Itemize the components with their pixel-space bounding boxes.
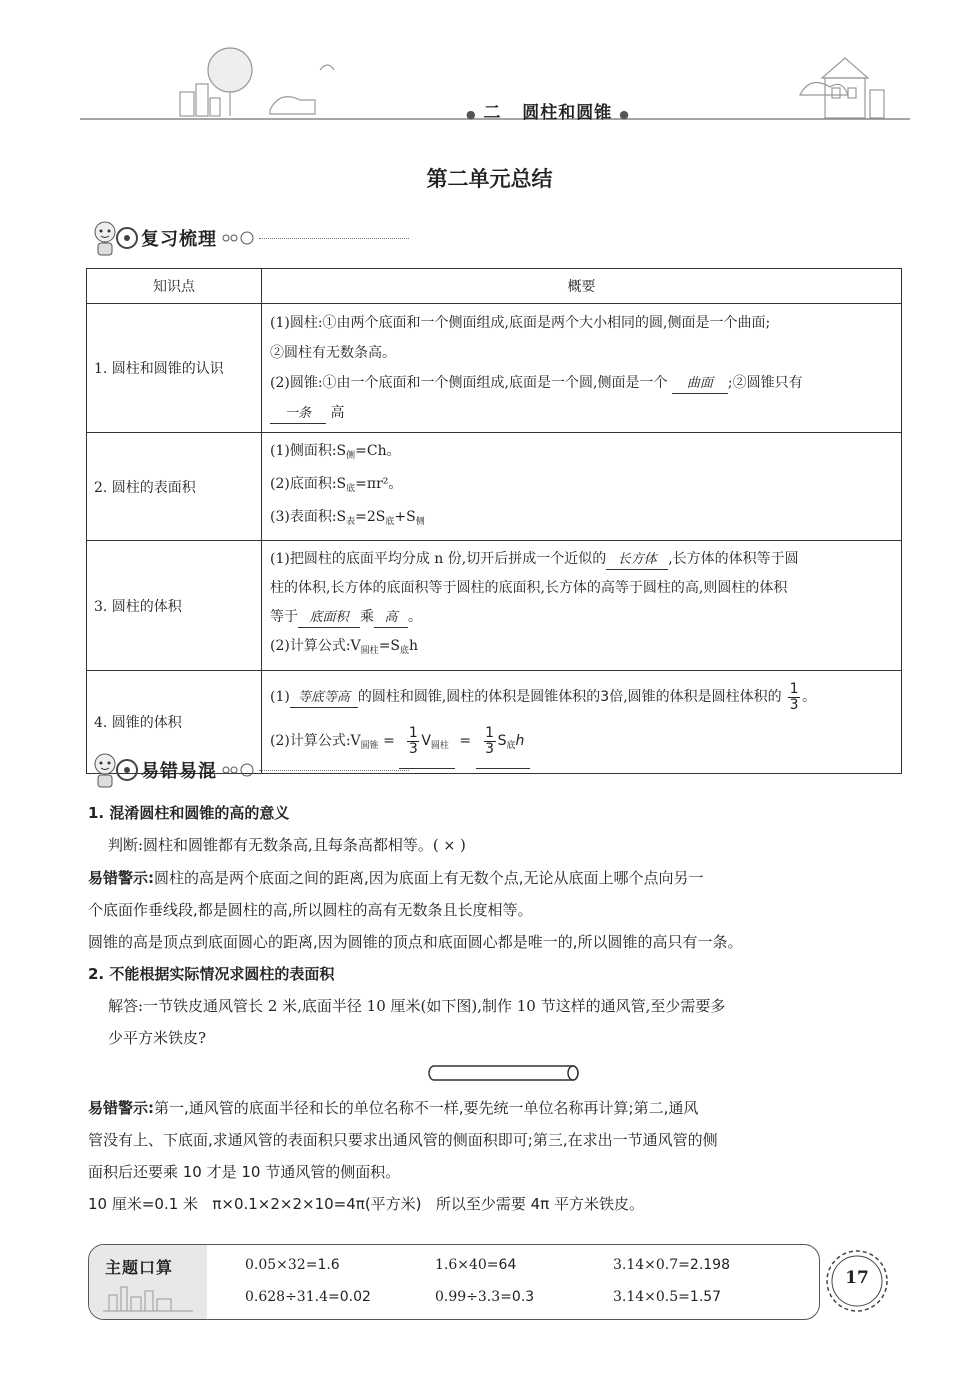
handwritten-text: 面积后还要乘 10 才是 10 节通风管的侧面积。 — [88, 1163, 401, 1181]
mistakes-body — [88, 797, 904, 1054]
fraction — [484, 726, 496, 757]
city-skyline-icon — [103, 1283, 193, 1313]
answer-blank: 长方体 — [606, 551, 668, 570]
handwritten-answer: h — [515, 733, 525, 749]
section-title: 易错易混 — [141, 761, 217, 782]
chapter-title: 圆柱和圆锥 — [522, 103, 613, 123]
subscript: 表 — [346, 517, 356, 527]
text: =2S — [355, 509, 386, 525]
text: ,长方体的体积等于圆 — [668, 551, 799, 567]
summary-table — [86, 268, 902, 774]
subscript: 底 — [385, 517, 395, 527]
warning-label: 易错警示: — [88, 1099, 154, 1117]
oral-label: 主题口算 — [105, 1258, 174, 1277]
handwritten-answer: × — [443, 838, 456, 854]
page-number: 17 — [845, 1268, 869, 1288]
page-title: 第二单元总结 — [426, 167, 553, 191]
oral-label-panel — [89, 1245, 207, 1319]
overview-line — [270, 545, 893, 574]
text: (1)侧面积:S — [270, 443, 347, 459]
topic-cell: 1. 圆柱和圆锥的认识 — [87, 304, 262, 433]
text: 。 — [408, 609, 422, 625]
text: 倍,圆锥的体积是圆柱体积的 — [609, 689, 782, 705]
denominator: 3 — [789, 696, 799, 713]
answer-blank — [476, 719, 531, 769]
oral-item — [245, 1257, 340, 1273]
denominator: 3 — [485, 740, 495, 757]
handwritten-text: 圆锥的高是顶点到底面圆心的距离,因为圆锥的顶点和底面圆心都是唯一的,所以圆锥的高只有一条。 — [88, 933, 743, 951]
numerator: 1 — [485, 724, 495, 741]
question-line: 少平方米铁皮? — [108, 1029, 207, 1047]
text: +S — [394, 509, 416, 525]
circles-decoration-icon — [221, 763, 257, 777]
overview-line — [270, 470, 893, 503]
handwritten-text: 圆柱的高是两个底面之间的距离,因为底面上有无数个点,无论从底面上哪个点向另一 — [154, 869, 704, 887]
section-header-mistakes — [88, 750, 409, 790]
fraction — [407, 726, 419, 757]
subscript: 侧 — [415, 517, 425, 527]
overview-line: 柱的体积,长方体的底面积等于圆柱的底面积,长方体的高等于圆柱的高,则圆柱的体积 — [270, 580, 788, 596]
handwritten-text: 管没有上、下底面,求通风管的表面积只要求出通风管的侧面积即可;第三,在求出一节通风管的侧 — [88, 1131, 718, 1149]
answer: 0.02 — [339, 1289, 371, 1305]
answer: 1.6 — [317, 1257, 340, 1273]
answer-blank: 底面积 — [298, 609, 360, 628]
overview-line — [270, 398, 893, 428]
question: 0.05×32= — [245, 1257, 318, 1273]
answer-blank: 曲面 — [672, 375, 728, 394]
column-header: 知识点 — [87, 269, 262, 304]
overview-line — [270, 368, 893, 398]
section-title: 复习梳理 — [141, 229, 217, 250]
fraction — [788, 682, 800, 713]
question-line: 解答:一节铁皮通风管长 2 米,底面半径 10 厘米(如下图),制作 10 节这样的通风管,至少需要多 — [108, 997, 726, 1015]
dotted-divider — [259, 770, 409, 771]
overview-cell — [262, 541, 902, 671]
question: 0.99÷3.3= — [435, 1289, 512, 1305]
subscript: 底 — [346, 484, 356, 494]
subscript: 圆锥 — [360, 741, 379, 751]
numerator: 1 — [789, 680, 799, 697]
circles-decoration-icon — [221, 231, 257, 245]
oral-item — [613, 1289, 721, 1305]
chapter-number: 二 — [483, 103, 502, 123]
bullet-dot-icon: ● — [619, 108, 630, 121]
judge-line — [88, 829, 904, 862]
answer-blank: 高 — [374, 609, 408, 628]
answer: 2.198 — [689, 1257, 730, 1273]
table-header-row — [87, 269, 902, 304]
item-title: 2. 不能根据实际情况求圆柱的表面积 — [88, 965, 335, 983]
overview-line: ②圆柱有无数条高。 — [270, 345, 396, 361]
table-row — [87, 304, 902, 433]
topic-cell: 4. 圆锥的体积 — [87, 671, 262, 774]
chapter-heading — [466, 98, 630, 123]
oral-item — [435, 1289, 534, 1305]
text: = — [383, 733, 395, 749]
handwritten-text: 个底面作垂线段,都是圆柱的高,所以圆柱的高有无数条且长度相等。 — [88, 901, 533, 919]
text: 判断:圆柱和圆锥都有无数条高,且每条高都相等。( — [108, 836, 439, 854]
answer: 1.57 — [689, 1289, 722, 1305]
text: (2)计算公式:V — [270, 638, 361, 654]
denominator: 3 — [408, 740, 418, 757]
warning-label: 易错警示: — [88, 869, 154, 887]
section-header-review — [88, 218, 409, 258]
question: 0.628÷31.4= — [245, 1289, 340, 1305]
question: 3.14×0.7= — [613, 1257, 690, 1273]
column-header: 概要 — [262, 269, 902, 304]
overview-line — [270, 632, 893, 666]
oral-item — [435, 1257, 516, 1273]
subscript: 圆柱 — [360, 646, 379, 656]
subscript: 底 — [506, 741, 516, 751]
text: 的圆柱和圆锥,圆柱的体积是圆锥体积的 — [357, 689, 601, 705]
table-row — [87, 433, 902, 541]
subscript: 圆柱 — [430, 741, 449, 751]
subscript: 底 — [400, 646, 410, 656]
overview-line — [270, 437, 893, 470]
text: =S — [378, 638, 401, 654]
text: h — [409, 638, 419, 654]
dotted-divider — [259, 238, 409, 239]
text: ;②圆锥只有 — [727, 375, 803, 391]
overview-line: (1)圆柱:①由两个底面和一个侧面组成,底面是两个大小相同的圆,侧面是一个曲面; — [270, 315, 771, 331]
subscript: 侧 — [346, 451, 356, 461]
topic-cell: 3. 圆柱的体积 — [87, 541, 262, 671]
text: = — [459, 733, 472, 749]
text: (2)计算公式:V — [270, 733, 361, 749]
text: (3)表面积:S — [270, 509, 347, 525]
text: =Ch。 — [355, 443, 401, 459]
handwritten-answer: S — [497, 733, 507, 749]
bullet-dot-icon: ● — [466, 108, 477, 121]
warning-line — [88, 862, 904, 894]
text: 等于 — [270, 609, 298, 625]
oral-item — [613, 1257, 730, 1273]
page-number-badge — [822, 1246, 892, 1316]
text: (2)圆锥:①由一个底面和一个侧面组成,底面是一个圆,侧面是一个 — [270, 375, 668, 391]
handwritten-answer: 3 — [600, 689, 610, 705]
text: ) — [459, 836, 466, 854]
text: =πr²。 — [355, 476, 403, 492]
overview-cell — [262, 304, 902, 433]
overview-line — [270, 603, 893, 632]
item-title: 1. 混淆圆柱和圆锥的高的意义 — [88, 804, 290, 822]
oral-item — [245, 1289, 371, 1305]
question: 1.6×40= — [435, 1257, 499, 1273]
answer-blank: 等底等高 — [290, 689, 358, 708]
overview-line — [270, 503, 893, 536]
text: 乘 — [360, 609, 374, 625]
warning-line — [88, 1092, 904, 1124]
text: 高 — [330, 405, 345, 421]
c-badge-icon — [116, 227, 138, 249]
text: (1)把圆柱的底面平均分成 n 份,切开后拼成一个近似的 — [270, 551, 607, 567]
text: 。 — [802, 689, 817, 705]
answer-blank: 一条 — [270, 405, 326, 424]
oral-arithmetic-box — [88, 1244, 820, 1320]
numerator: 1 — [408, 724, 418, 741]
mistakes-warning-2 — [88, 1092, 904, 1220]
c-badge-icon — [116, 759, 138, 781]
handwritten-answer: 10 厘米=0.1 米 π×0.1×2×2×10=4π(平方米) 所以至少需要 4π 平方米铁皮。 — [88, 1195, 644, 1213]
text: (1) — [270, 689, 290, 705]
table-row — [87, 541, 902, 671]
topic-cell: 2. 圆柱的表面积 — [87, 433, 262, 541]
answer: 0.3 — [511, 1289, 535, 1305]
overview-line — [270, 675, 893, 719]
text: (2)底面积:S — [270, 476, 347, 492]
answer: 64 — [498, 1257, 517, 1273]
handwritten-answer: V — [421, 733, 431, 749]
question: 3.14×0.5= — [613, 1289, 690, 1305]
overview-cell — [262, 433, 902, 541]
handwritten-text: 第一,通风管的底面半径和长的单位名称不一样,要先统一单位名称再计算;第二,通风 — [154, 1099, 699, 1117]
pipe-figure — [428, 1064, 580, 1082]
